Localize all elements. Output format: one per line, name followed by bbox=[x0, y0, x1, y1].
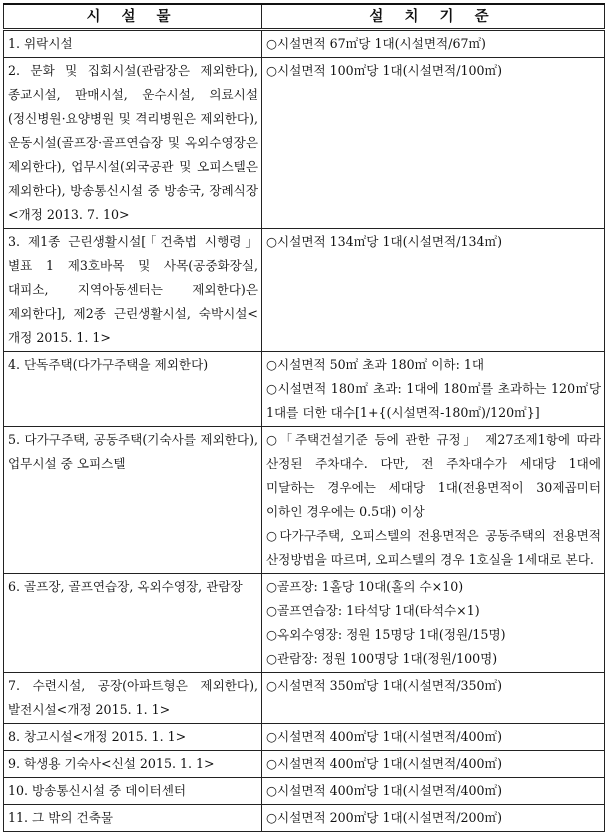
facility-name: 1. 위락시설 bbox=[4, 30, 262, 58]
standard-line: ○골프장: 1홀당 10대(홀의 수×10) bbox=[266, 579, 464, 594]
standard-cell bbox=[262, 574, 605, 673]
standard-cell bbox=[262, 673, 605, 724]
standard-line: ○「주택건설기준 등에 관한 규정」 제27조제1항에 따라 산정된 주차대수. 다만, 전 주차대수가 세대당 1대에 미달하는 경우에는 세대당 1대(전용면적이 30제곱미터 이하인 경우에는 0.5대) 이상 bbox=[266, 432, 601, 519]
facility-name: 7. 수련시설, 공장(아파트형은 제외한다), 발전시설<개정 2015. 1. 1> bbox=[4, 673, 262, 724]
standard-line: ○관람장: 정원 100명당 1대(정원/100명) bbox=[266, 651, 498, 666]
table-row bbox=[4, 574, 605, 673]
standard-cell bbox=[262, 724, 605, 751]
facility-name: 4. 단독주택(다가구주택을 제외한다) bbox=[4, 352, 262, 427]
table-row bbox=[4, 58, 605, 229]
standard-cell bbox=[262, 229, 605, 352]
standard-line: ○시설면적 180㎡ 초과: 1대에 180㎡를 초과하는 120㎡당 1대를 더한 대수[1+{(시설면적-180㎡)/120㎡}] bbox=[266, 381, 601, 420]
standard-line: ○시설면적 100㎡당 1대(시설면적/100㎡) bbox=[266, 63, 502, 78]
facility-name: 8. 창고시설<개정 2015. 1. 1> bbox=[4, 724, 262, 751]
standard-cell bbox=[262, 427, 605, 574]
standard-line: ○옥외수영장: 정원 15명당 1대(정원/15명) bbox=[266, 627, 506, 642]
table-row bbox=[4, 229, 605, 352]
header-facility: 시 설 물 bbox=[4, 4, 262, 30]
standard-cell bbox=[262, 805, 605, 832]
standard-line: ○시설면적 400㎡당 1대(시설면적/400㎡) bbox=[266, 756, 502, 771]
facility-name: 6. 골프장, 골프연습장, 옥외수영장, 관람장 bbox=[4, 574, 262, 673]
facility-name: 2. 문화 및 집회시설(관람장은 제외한다), 종교시설, 판매시설, 운수시설, 의료시설(정신병원·요양병원 및 격리병원은 제외한다), 운동시설(골프장·골프연습장 및 옥외수영장은 제외한다), 업무시설(외국공관 및 오피스텔은 제외한다), 방송통신시설 중 방송국, 장례식장<개정 2013. 7. 10> bbox=[4, 58, 262, 229]
table-row bbox=[4, 778, 605, 805]
facility-name: 5. 다가구주택, 공동주택(기숙사를 제외한다), 업무시설 중 오피스텔 bbox=[4, 427, 262, 574]
table-row bbox=[4, 673, 605, 724]
parking-standards-table bbox=[3, 3, 605, 832]
standard-line: ○시설면적 400㎡당 1대(시설면적/400㎡) bbox=[266, 783, 502, 798]
standard-line: ○시설면적 50㎡ 초과 180㎡ 이하: 1대 bbox=[266, 357, 485, 372]
table-row bbox=[4, 352, 605, 427]
standard-cell bbox=[262, 778, 605, 805]
standard-cell bbox=[262, 30, 605, 58]
table-row bbox=[4, 751, 605, 778]
table-row bbox=[4, 30, 605, 58]
header-standard: 설 치 기 준 bbox=[262, 4, 605, 30]
facility-name: 3. 제1종 근린생활시설[「건축법 시행령」 별표 1 제3호바목 및 사목(공중화장실, 대피소, 지역아동센터는 제외한다)은 제외한다], 제2종 근린생활시설, 숙박시설<개정 2015. 1. 1> bbox=[4, 229, 262, 352]
standard-line: ○시설면적 400㎡당 1대(시설면적/400㎡) bbox=[266, 729, 502, 744]
standard-line: ○시설면적 67㎡당 1대(시설면적/67㎡) bbox=[266, 36, 486, 51]
facility-name: 9. 학생용 기숙사<신설 2015. 1. 1> bbox=[4, 751, 262, 778]
table-row bbox=[4, 724, 605, 751]
standard-cell bbox=[262, 58, 605, 229]
facility-name: 11. 그 밖의 건축물 bbox=[4, 805, 262, 832]
table-row bbox=[4, 427, 605, 574]
standard-line: ○골프연습장: 1타석당 1대(타석수×1) bbox=[266, 603, 480, 618]
standard-line: ○시설면적 200㎡당 1대(시설면적/200㎡) bbox=[266, 810, 502, 825]
standard-cell bbox=[262, 352, 605, 427]
facility-name: 10. 방송통신시설 중 데이터센터 bbox=[4, 778, 262, 805]
standard-line: ○시설면적 350㎡당 1대(시설면적/350㎡) bbox=[266, 678, 502, 693]
standard-cell bbox=[262, 751, 605, 778]
standard-line: ○시설면적 134㎡당 1대(시설면적/134㎡) bbox=[266, 234, 502, 249]
table-header-row bbox=[4, 4, 605, 30]
table-row bbox=[4, 805, 605, 832]
standard-line: ○다가구주택, 오피스텔의 전용면적은 공동주택의 전용면적 산정방법을 따르며, 오피스텔의 경우 1호실을 1세대로 본다. bbox=[266, 528, 601, 567]
